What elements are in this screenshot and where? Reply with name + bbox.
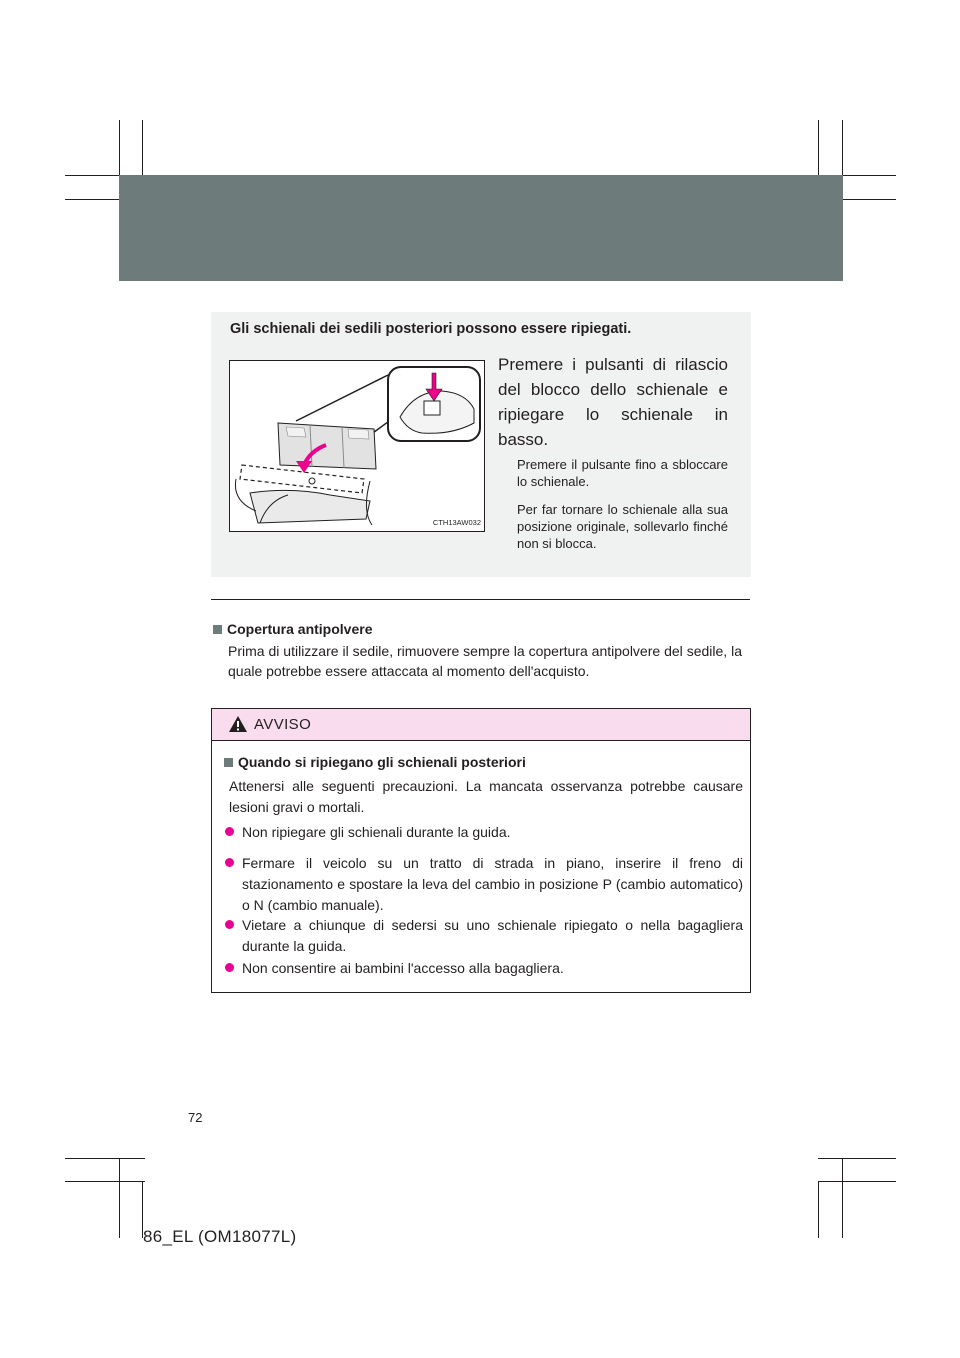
warning-label: AVVISO (254, 716, 312, 733)
warning-intro: Attenersi alle seguenti precauzioni. La mancata osservanza potrebbe causare lesioni gravi o mortali. (229, 778, 743, 815)
bullet-dot-icon (225, 920, 234, 929)
divider (211, 599, 750, 600)
footer-code: 86_EL (OM18077L) (143, 1227, 297, 1246)
square-bullet-icon (224, 758, 233, 767)
header-band (119, 175, 843, 281)
note-heading: Copertura antipolvere (227, 621, 373, 637)
step-note: Per far tornare lo schienale alla sua posizione originale, sollevarlo finché non si blocca. (517, 502, 728, 551)
warning-icon (228, 715, 248, 733)
warning-bullet-text: Fermare il veicolo su un tratto di strada in piano, inserire il freno di stazionamento e spostare la leva del cambio in posizione P (cambio automatico) o N (cambio manuale). (242, 855, 743, 913)
warning-heading: Quando si ripiegano gli schienali posteriori (238, 754, 526, 770)
bullet-dot-icon (225, 963, 234, 972)
crop-mark (119, 1158, 120, 1238)
warning-bullet (225, 853, 743, 916)
seat-illustration (229, 360, 485, 532)
warning-header (212, 709, 750, 741)
crop-mark (818, 1181, 819, 1238)
warning-bullet (225, 958, 743, 979)
note-heading-row (213, 619, 372, 639)
folding-seat-drawing (230, 361, 484, 531)
crop-mark (65, 1181, 145, 1182)
page-number: 72 (188, 1110, 203, 1125)
warning-box (211, 708, 751, 993)
step-note: Premere il pulsante fino a sbloccare lo schienale. (517, 457, 728, 489)
step-instruction: Premere i pulsanti di rilascio del blocco dello schienale e ripiegare lo schienale in basso. (498, 355, 728, 449)
crop-mark (818, 1158, 896, 1159)
illustration-code: CTH13AW032 (432, 518, 481, 527)
info-box (211, 312, 751, 577)
info-intro: Gli schienali dei sedili posteriori possono essere ripiegati. (230, 321, 632, 337)
warning-bullet-text: Vietare a chiunque di sedersi su uno schienale ripiegato o nella bagagliera durante la guida. (242, 917, 743, 954)
bullet-dot-icon (225, 858, 234, 867)
square-bullet-icon (213, 625, 222, 634)
crop-mark (65, 1158, 145, 1159)
warning-heading-row (224, 752, 526, 772)
crop-mark (842, 1158, 843, 1238)
warning-bullet (225, 822, 743, 843)
warning-bullet-text: Non consentire ai bambini l'accesso alla bagagliera. (242, 960, 564, 976)
note-text: Prima di utilizzare il sedile, rimuovere sempre la copertura antipolvere del sedile, la quale potrebbe essere attaccata al momento dell'acquisto. (228, 643, 742, 679)
bullet-dot-icon (225, 827, 234, 836)
warning-bullet (225, 915, 743, 957)
warning-bullet-text: Non ripiegare gli schienali durante la guida. (242, 824, 511, 840)
crop-mark (818, 1181, 896, 1182)
